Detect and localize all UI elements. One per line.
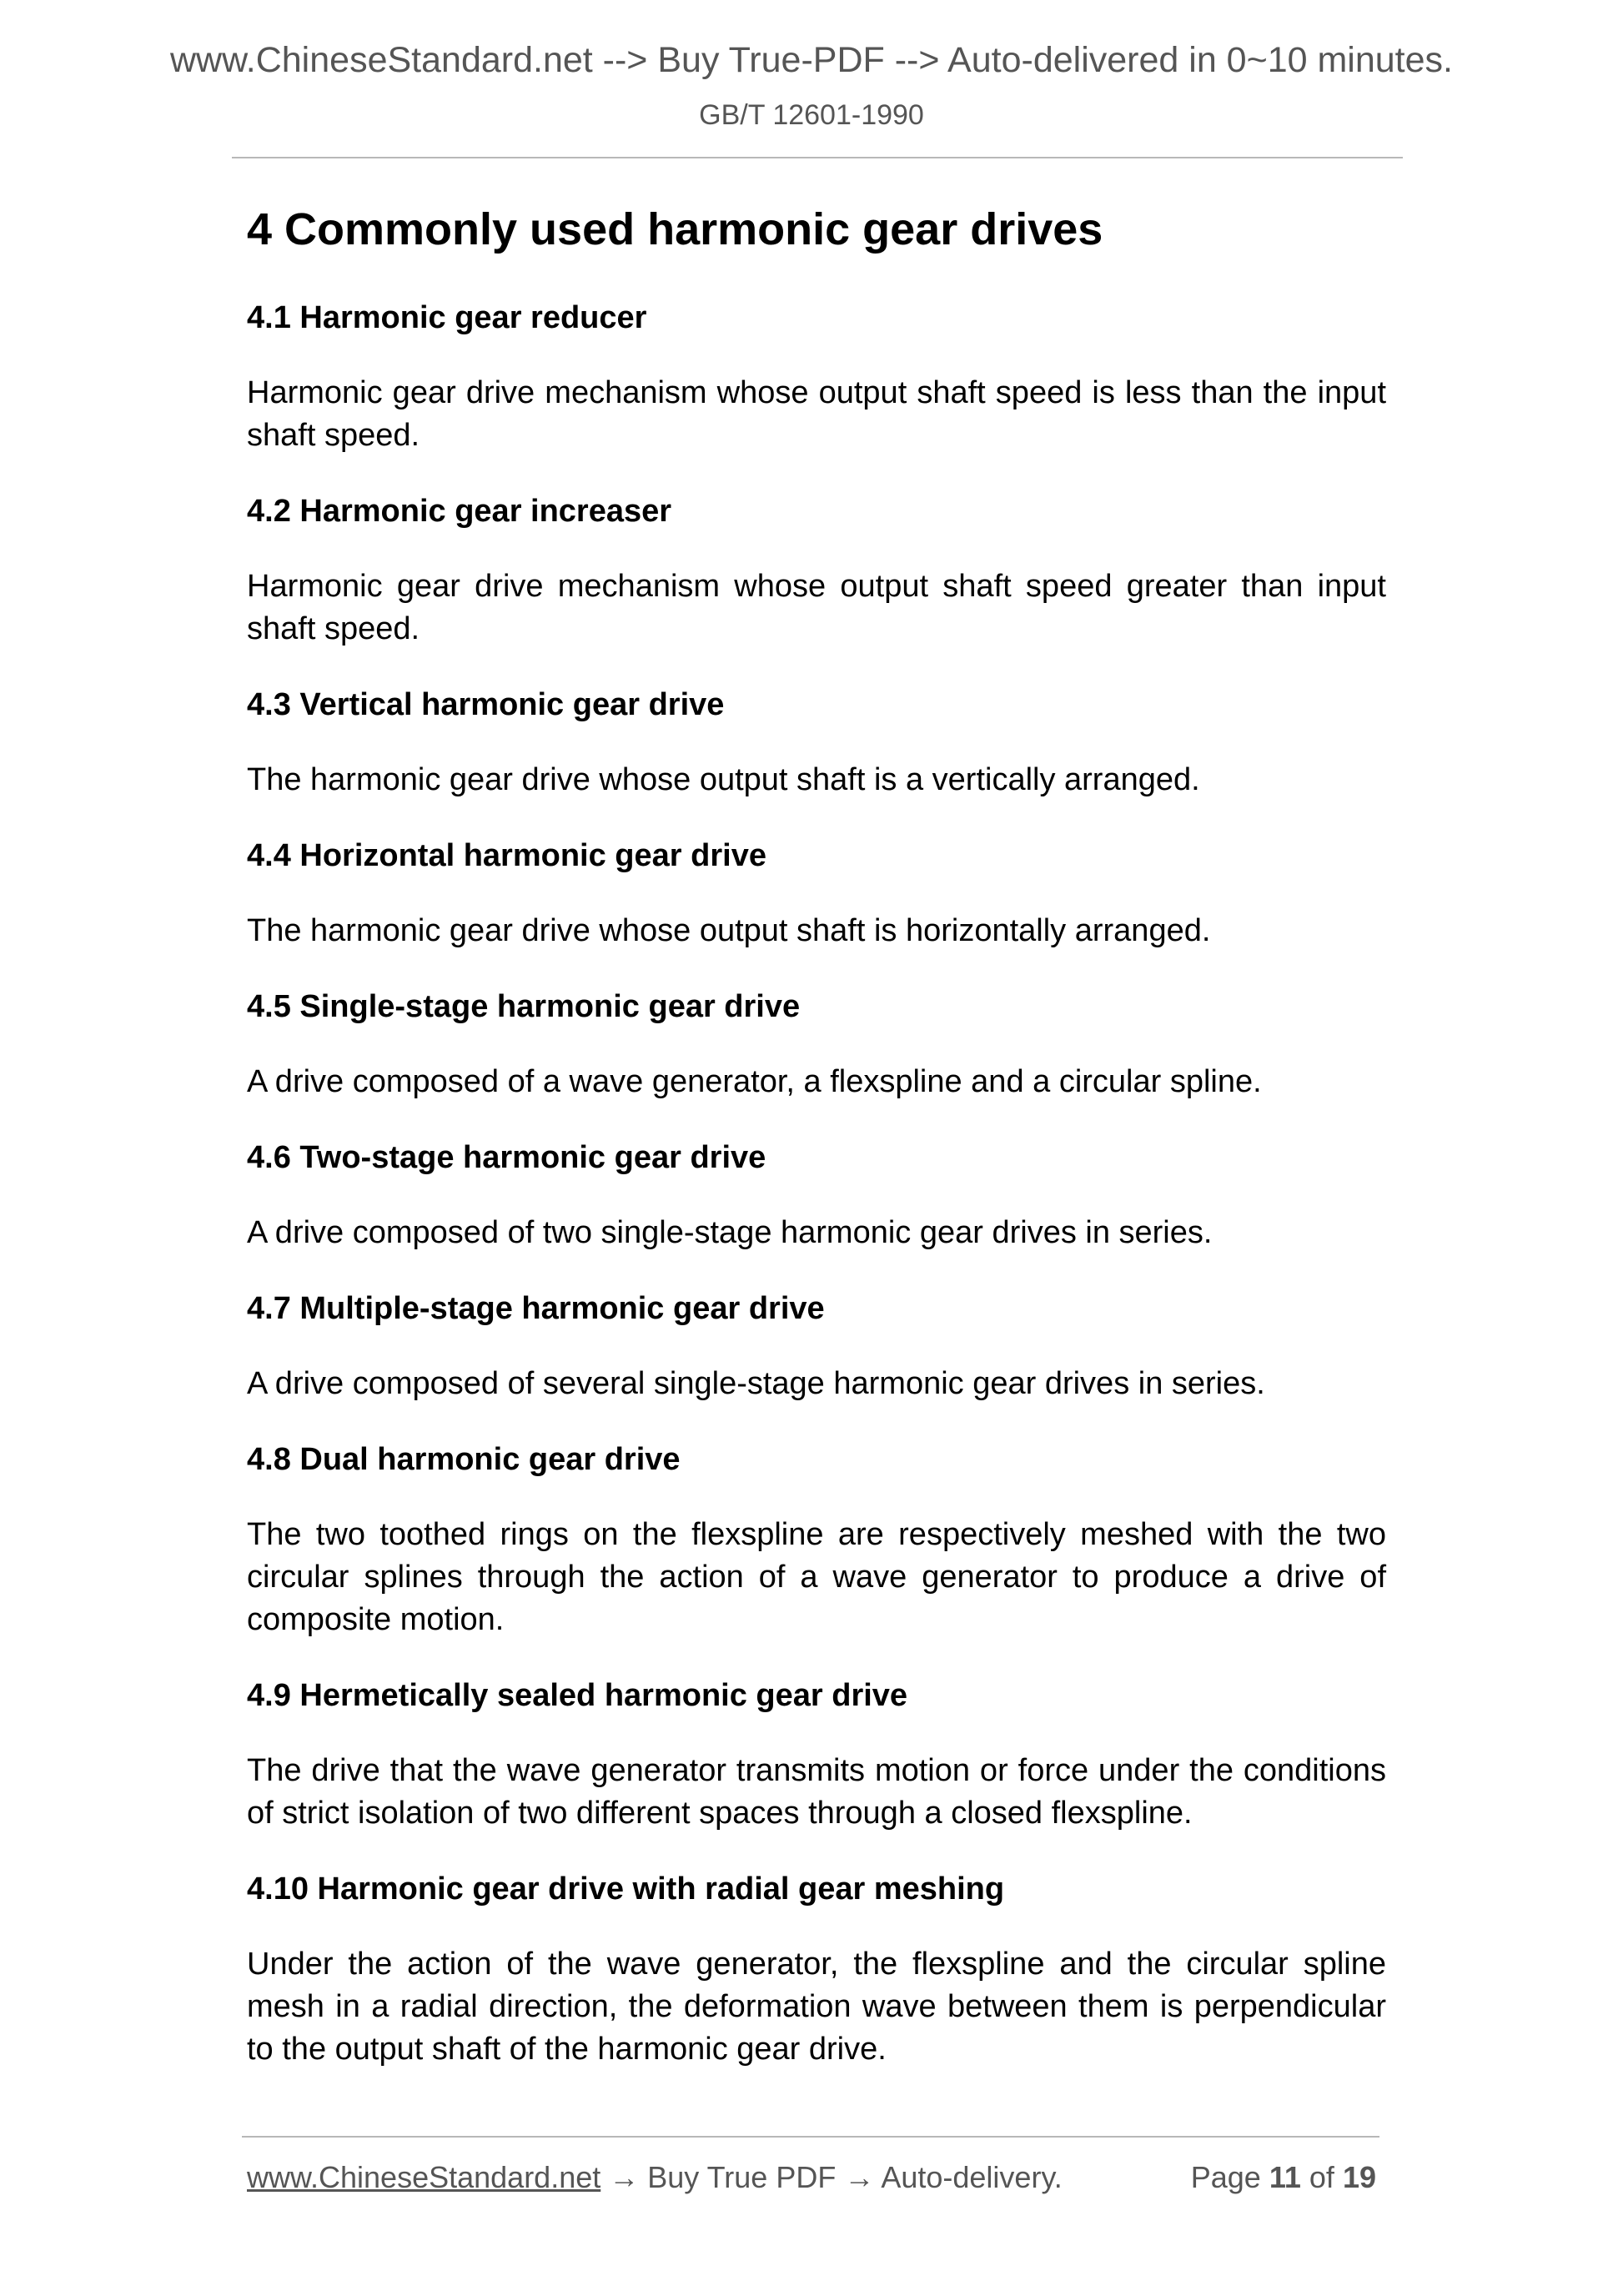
clause-definition: A drive composed of two single-stage harmonic gear drives in series. (247, 1215, 1213, 1250)
clause-4-8 (247, 1439, 1386, 1641)
clause-definition: A drive composed of a wave generator, a flexspline and a circular spline. (247, 1064, 1262, 1099)
clause-definition: A drive composed of several single-stage harmonic gear drives in series. (247, 1366, 1265, 1401)
clause-definition: The two toothed rings on the flexspline are respectively meshed with the two circular splines through the action of a wave generator to produce a drive of composite motion. (247, 1517, 1386, 1637)
clause-definition: Harmonic gear drive mechanism whose output shaft speed greater than input shaft speed. (247, 569, 1386, 646)
clause-4-7 (247, 1288, 1386, 1405)
clause-4-5 (247, 986, 1386, 1103)
clause-heading: 4.4 Horizontal harmonic gear drive (247, 838, 766, 873)
clause-heading: 4.8 Dual harmonic gear drive (247, 1442, 681, 1477)
clause-4-6 (247, 1137, 1386, 1254)
clause-4-4 (247, 835, 1386, 952)
page-total: 19 (1342, 2160, 1376, 2194)
clause-heading: 4.10 Harmonic gear drive with radial gear meshing (247, 1871, 1005, 1907)
clause-definition: The drive that the wave generator transmits motion or force under the conditions of strict isolation of two different spaces through a closed flexspline. (247, 1753, 1386, 1831)
page-indicator (1191, 2158, 1376, 2197)
header-divider (232, 157, 1403, 158)
clause-heading: 4.1 Harmonic gear reducer (247, 300, 647, 335)
clause-definition: Under the action of the wave generator, the flexspline and the circular spline mesh in a radial direction, the deformation wave between them is perpendicular to the output shaft of the harmonic gear drive. (247, 1947, 1386, 2067)
footer-tagline: → Buy True PDF → Auto-delivery. (600, 2160, 1063, 2194)
page-current: 11 (1269, 2160, 1301, 2194)
standard-number: GB/T 12601-1990 (699, 99, 924, 131)
footer-promo (247, 2158, 1063, 2197)
page-title: 4 Commonly used harmonic gear drives (247, 204, 1103, 254)
site-banner: www.ChineseStandard.net --> Buy True-PDF --> Auto-delivered in 0~10 minutes. (169, 40, 1453, 80)
clause-definition: Harmonic gear drive mechanism whose output shaft speed is less than the input shaft speed. (247, 375, 1386, 453)
page-of-label: of (1309, 2160, 1334, 2194)
clause-4-10 (247, 1868, 1386, 2071)
page-content (247, 200, 1386, 2104)
clause-definition: The harmonic gear drive whose output shaft is a vertically arranged. (247, 762, 1200, 797)
clause-heading: 4.5 Single-stage harmonic gear drive (247, 989, 801, 1024)
footer-site-link[interactable]: www.ChineseStandard.net (247, 2160, 601, 2194)
clause-4-2 (247, 490, 1386, 651)
clause-heading: 4.7 Multiple-stage harmonic gear drive (247, 1291, 825, 1326)
clause-heading: 4.2 Harmonic gear increaser (247, 494, 672, 529)
clause-heading: 4.6 Two-stage harmonic gear drive (247, 1140, 766, 1175)
clause-heading: 4.3 Vertical harmonic gear drive (247, 687, 725, 722)
clause-4-1 (247, 297, 1386, 457)
clause-heading: 4.9 Hermetically sealed harmonic gear drive (247, 1678, 908, 1713)
clause-definition: The harmonic gear drive whose output shaft is horizontally arranged. (247, 913, 1211, 948)
page-label: Page (1190, 2160, 1261, 2194)
clause-4-3 (247, 684, 1386, 801)
footer-divider (242, 2136, 1379, 2138)
clause-4-9 (247, 1675, 1386, 1835)
